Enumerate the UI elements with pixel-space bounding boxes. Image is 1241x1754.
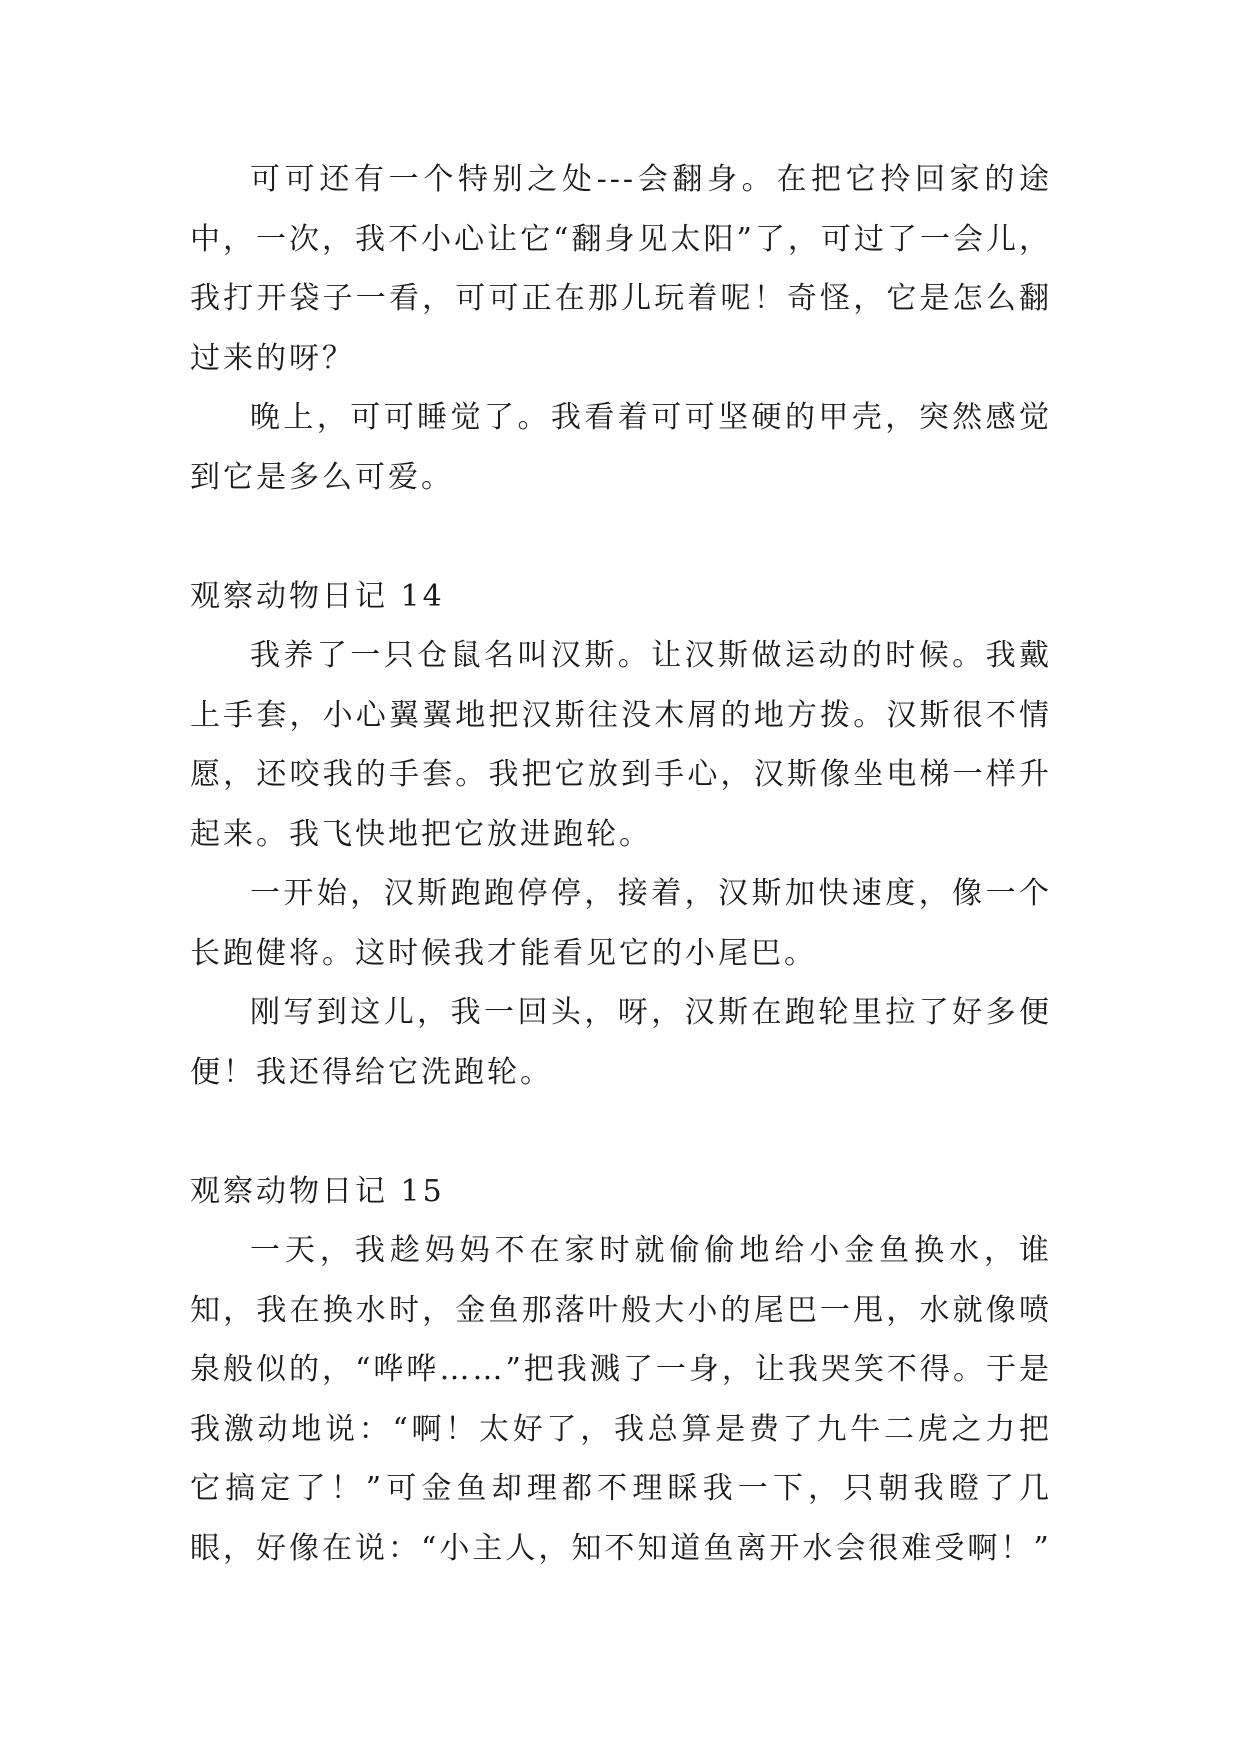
document-page (190, 150, 1052, 1578)
paragraph: 我养了一只仓鼠名叫汉斯。让汉斯做运动的时候。我戴上手套，小心翼翼地把汉斯往没木屑的地方拨。汉斯很不情愿，还咬我的手套。我把它放到手心，汉斯像坐电梯一样升起来。我飞快地把它放进跑轮。 (190, 638, 1052, 852)
paragraph: 可可还有一个特别之处---会翻身。在把它拎回家的途中，一次，我不小心让它“翻身见太阳”了，可过了一会儿，我打开袋子一看，可可正在那儿玩着呢！奇怪，它是怎么翻过来的呀？ (190, 162, 1052, 376)
paragraph: 晚上，可可睡觉了。我看着可可坚硬的甲壳，突然感觉到它是多么可爱。 (190, 400, 1052, 495)
section-title: 观察动物日记 14 (190, 578, 445, 614)
section-spacer (190, 507, 1052, 567)
section-spacer (190, 1102, 1052, 1162)
section-title: 观察动物日记 15 (190, 1173, 445, 1209)
paragraph: 一开始，汉斯跑跑停停，接着，汉斯加快速度，像一个长跑健将。这时候我才能看见它的小尾巴。 (190, 876, 1052, 971)
paragraph: 刚写到这儿，我一回头，呀，汉斯在跑轮里拉了好多便便！我还得给它洗跑轮。 (190, 995, 1052, 1090)
paragraph: 一天，我趁妈妈不在家时就偷偷地给小金鱼换水，谁知，我在换水时，金鱼那落叶般大小的尾巴一甩，水就像喷泉般似的，“哗哗……”把我溅了一身，让我哭笑不得。于是我激动地说：“啊！太好了，我总算是费了九牛二虎之力把它搞定了！”可金鱼却理都不理睬我一下，只朝我瞪了几眼，好像在说：“小主人，知不知道鱼离开水会很难受啊！” (190, 1233, 1052, 1566)
